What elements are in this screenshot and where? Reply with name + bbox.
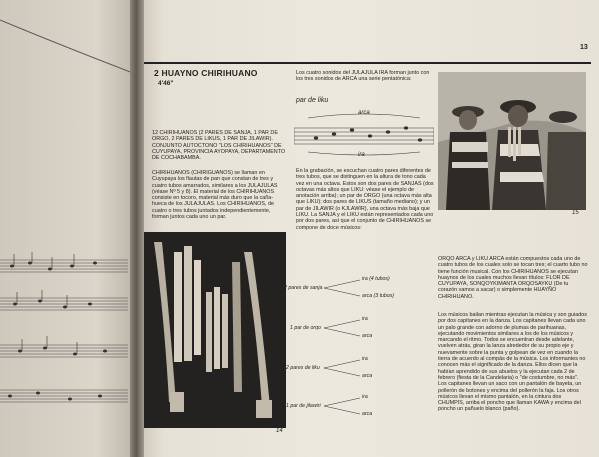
notation-upper-label: arca <box>358 110 370 116</box>
diagram-sanja-arca: arca (3 tubos) <box>362 293 395 299</box>
diagram-group-sanja: 2 pares de sanja <box>284 285 323 291</box>
diagram-jilawiri-ira: ira <box>362 394 368 400</box>
panpipes-illustration <box>144 232 286 428</box>
ensemble-diagram <box>284 270 404 420</box>
musicians-photo <box>438 72 586 210</box>
right-page <box>136 0 599 457</box>
column1-intro: 12 CHIRIHUANOS (2 PARES DE SANJA, 1 PAR DE ORGO, 2 PARES DE LIKUS, 1 PAR DE JILAWIR). CONJUNTO AUTOCTONO "LOS CHIRIHUANOS" DE CUYUPAYA, PROVINCIA AYOPAYA, DEPARTAMENTO DE COCHABAMBA. <box>152 130 286 162</box>
diagram-sanja-ira: ira (4 tubos) <box>362 276 390 282</box>
diagram-group-orqo: 1 par de orqo <box>290 325 321 331</box>
musicians-illustration <box>438 72 586 210</box>
left-page-music-staff <box>0 250 128 440</box>
column3-body2: Los músicos bailan mientras ejecutan la música y son guiados por dos capitanes en la danza. Los capitanes llevan cada uno un palo grande con adorno de plumas de parihuanas, ejecutando movimientos similares a los de los músicos y marcando el ritmo. Todos se encuentran desde adelante, vuelven atrás, giran la lanza alrededor de su propio eje y nuevamente sobre la punta y golpean de vez en cuando la tierra de acuerdo al compás de la música. Los informantes no conocen más el significado de la danza. Ellos dicen que la habían aprendido de sus abuelos y la ejecutan cada 2 de febrero (fiesta de la Candelaria) o "de costumbre, no más". Los capitanes llevan un saco con un pantalón de bayeta, un pollerón de botones y encima del pollerón la faja. Los otros músicos llevan el mismo pantalón, en la cintura dos CHUMPIS, arriba el poncho que llaman KAWA y encima del poncho un pañuelo blanco (paño). <box>438 312 587 413</box>
panpipes-photo <box>144 232 286 428</box>
track-duration: 4'46" <box>158 80 174 87</box>
diagram-orqo-ira: ira <box>362 316 368 322</box>
header-rule <box>144 62 591 64</box>
column3-body: ORQO ARCA y LIKU ARCA están compuestos cada uno de cuatro tubos de los cuales solo se tocan tres; el cuarto tubo no tiene función musical. Con los CHIRIHUANOS se ejecutan huaynos de los cuales muchos llevan títulos: FLOR DE CUYUPAYA, SONQOYKIMANTA ORQOSAYKU (De tu corazón vamos a sacar) o simplemente HUAYÑO CHIRIHUANO. <box>438 256 588 300</box>
photo-caption-14: 14 <box>276 428 283 434</box>
left-page-border-curve <box>0 0 150 80</box>
left-page <box>0 0 138 457</box>
page-number: 13 <box>580 44 588 51</box>
column2-body: En la grabación, se escuchan cuatro pares diferentes de tres tubos, que se distinguen en la altura de tono cada vez en una octava. Estos son dos pares de SANJAS (dos octavas más altos que LIKU: véase el ejemplo de anotación arriba); un par de ORGO (una octava más alta que LIKU); dos pares de LIKUS (tamaño mediano); y un par de JILAWIR (o KJLAWIR), una octava más baja que LIKU. La SANJA y el LIKU están representados cada uno por dos pares, así que el conjunto de CHIRIHUANOS se compone de doce músicos: <box>296 168 434 231</box>
article-title: 2 HUAYNO CHIRIHUANO <box>154 68 258 78</box>
column2-intro: Los cuatro sonidos del JULAJULA IRA forman junto con los tres sonidos de ARCA una serie pentatónica: <box>296 70 430 83</box>
book-gutter <box>130 0 144 457</box>
notation-label: par de liku <box>296 97 329 104</box>
photo-caption-15: 15 <box>572 210 579 216</box>
diagram-liku-ira: ira <box>362 356 368 362</box>
diagram-jilawiri-arca: arca <box>362 411 373 417</box>
diagram-orqo-arca: arca <box>362 333 373 339</box>
diagram-liku-arca: arca <box>362 373 373 379</box>
column1-body: CHIRIHUANOS (CHIRIGUANOS) se llaman en Cuyupaya los flautas de pan que constan de tres y cuatro tubos amarrados, similares a los JULAJULAS (véase Nº 5 y 8). El material de los CHIRIHUANOS consiste en tocoro, material más duro que la caña-hueca de los JULAJULAS. Los CHIRIHUANOS, de cuatro o tres tubos juntados independientemente, forman juntos cada uno un par. <box>152 170 278 221</box>
notation-lower-label: ira <box>358 152 365 158</box>
diagram-group-jilawiri: 1 par de jilawiri <box>286 403 321 409</box>
diagram-group-liku: 2 pares de liku <box>286 365 320 371</box>
